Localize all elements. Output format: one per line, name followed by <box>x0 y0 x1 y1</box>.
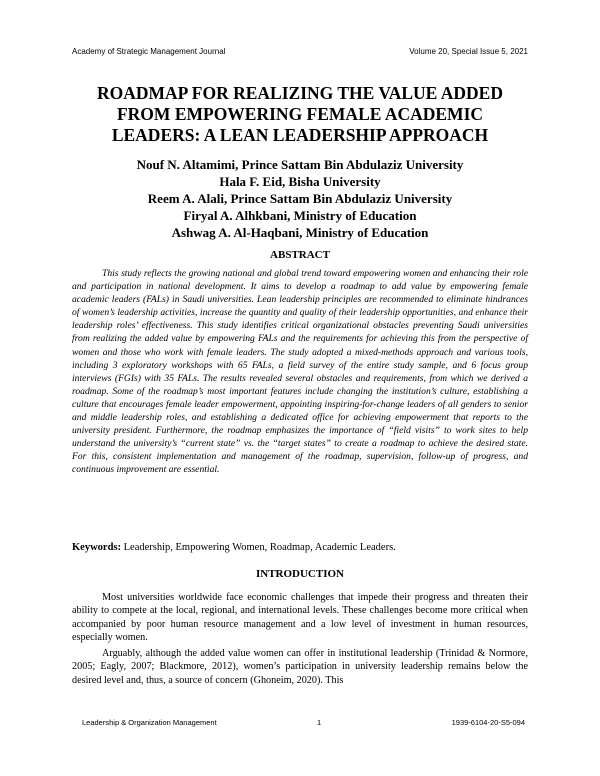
keywords-text: Leadership, Empowering Women, Roadmap, Academic Leaders. <box>121 542 396 553</box>
footer-article-code: 1939-6104-20-S5-094 <box>451 718 525 727</box>
author-line: Ashwag A. Al-Haqbani, Ministry of Education <box>171 225 429 240</box>
abstract-heading: ABSTRACT <box>270 249 330 261</box>
running-header-journal: Academy of Strategic Management Journal <box>72 47 226 56</box>
title-line: ROADMAP FOR REALIZING THE VALUE ADDED <box>97 83 503 103</box>
introduction-heading: INTRODUCTION <box>255 568 344 580</box>
page-number: 1 <box>317 718 322 727</box>
author-line: Nouf N. Altamimi, Prince Sattam Bin Abdulaziz University <box>136 157 464 172</box>
author-list <box>72 156 528 241</box>
intro-paragraph: Arguably, although the added value women can offer in institutional leadership (Trinidad & Normore, 2005; Eagly, 2007; Blackmore, 2012), women’s participation in university leadership remains below the desired level and, thus, a source of concern (Ghoneim, 2020). This <box>72 648 528 686</box>
keywords <box>72 542 528 553</box>
abstract-text: This study reflects the growing national and global trend toward empowering women and enhancing their role and participation in national development. It aims to develop a roadmap to add value by empowering female academic leaders (FALs) in Saudi universities. Lean leadership principles are recommended to eliminate hindrances of women’s leadership activities, increase the quantity and quality of their leadership opportunities, and enhance their leadership roles’ effectiveness. This study identifies critical organizational obstacles preventing Saudi universities from realizing the added value by empowering FALs and the requirements for achieving this from the perspective of women and those who work with female leaders. The study adopted a mixed-methods approach and various tools, including 3 exploratory workshops with 65 FALs, a field survey of the entire study sample, and 6 focus group interviews (FGIs) with 35 FALs. The results revealed several obstacles and requirements, from which we derived a roadmap. Some of the roadmap’s most important features include changing the institution’s culture, establishing a culture that encourages female leader empowerment, appointing inspiring-for-change leaders of all genders to senior and middle leadership roles, and establishing a dedicated office for achieving empowerment that reports to the university president. Furthermore, the roadmap emphasizes the importance of “field visits” to work sites to help understand the university’s “current state” vs. the “target states” to create a roadmap to achieve the desired state. For this, consistent implementation and management of the roadmap, supervision, follow-up of progress, and continuous improvement are essential. <box>72 268 528 476</box>
title-line: LEADERS: A LEAN LEADERSHIP APPROACH <box>111 125 489 145</box>
intro-paragraph: Most universities worldwide face economic challenges that impede their progress and threaten their ability to compete at the local, regional, and international levels. These challenges become more critical when accompanied by poor human resource management and a low level of investment in human resources, especially women. <box>72 592 528 644</box>
footer-journal: Leadership & Organization Management <box>82 718 217 727</box>
paper-title <box>72 83 528 146</box>
author-line: Reem A. Alali, Prince Sattam Bin Abdulaziz University <box>147 191 453 206</box>
keywords-label: Keywords: <box>72 542 121 553</box>
author-line: Hala F. Eid, Bisha University <box>219 174 381 189</box>
author-line: Firyal A. Alhkbani, Ministry of Education <box>183 208 417 223</box>
title-line: FROM EMPOWERING FEMALE ACADEMIC <box>116 104 484 124</box>
running-header-volume: Volume 20, Special Issue 5, 2021 <box>409 47 528 56</box>
